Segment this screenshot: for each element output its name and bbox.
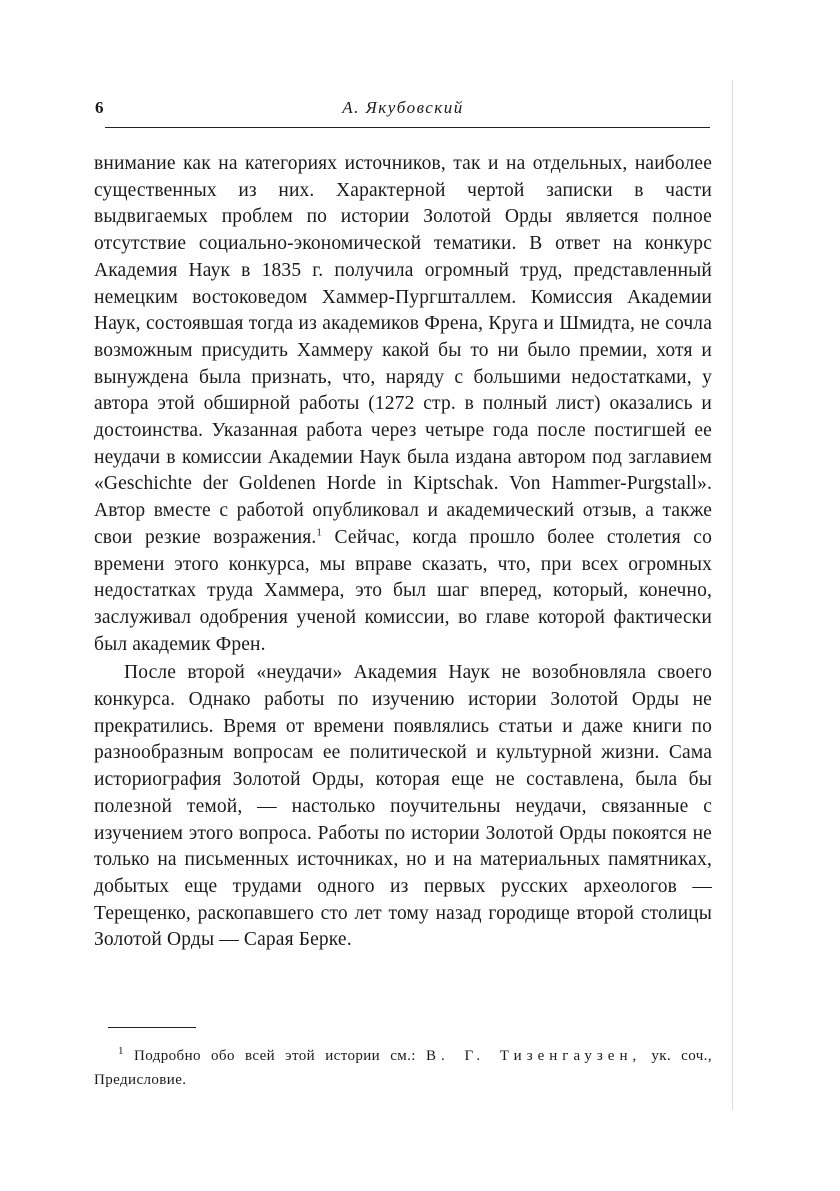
page-edge-line [732, 80, 733, 1110]
footnote-marker: 1 [118, 1045, 124, 1057]
page-header [95, 98, 711, 124]
paragraph-2: После второй «неудачи» Академия Наук не возобновляла своего конкурса. Однако работы по изучению истории Золотой Орды не прекратились. Время от времени появлялись статьи и даже книги по разнообразным вопросам ее политической и культурной жизни. Сама историография Золотой Орды, которая еще не составлена, была бы полезной темой, — настолько поучительны неудачи, связанные с изучением этого вопроса. Работы по истории Золотой Орды покоятся не только на письменных источниках, но и на материальных памятниках, добытых еще трудами одного из первых русских археологов — Терещенко, раскопавшего сто лет тому назад городище второй столицы Золотой Орды — Сарая Берке. [94, 662, 712, 951]
running-head: А. Якубовский [342, 98, 464, 117]
paragraph-1 [94, 151, 712, 658]
footnote [94, 1044, 712, 1092]
paragraph-1-text: внимание как на категориях источников, так и на отдельных, наиболее существенных из них. Характерной чертой записки в части выдвигаемых проблем по истории Золотой Орды является полное отсутствие социально-экономической тематики. В ответ на конкурс Академия Наук в 1835 г. получила огромный труд, представленный немецким востоковедом Хаммер-Пургшталлем. Комиссия Академии Наук, состоявшая тогда из академиков Френа, Круга и Шмидта, не сочла возможным присудить Хаммеру какой бы то ни было премии, хотя и вынуждена была признать, что, наряду с большими недостатками, у автора этой обширной работы (1272 стр. в полный лист) оказались и достоинства. Указанная работа через четыре года после постигшей ее неудачи в комиссии Академии Наук была издана автором под заглавием «Geschichte der Goldenen Horde in Kiptschak. Von Hammer-Purgstall». Автор вместе с работой опубликовал и академический отзыв, а также свои резкие возражения. [94, 153, 712, 548]
page-number: 6 [95, 98, 104, 117]
footnote-reference[interactable]: 1 [316, 526, 323, 539]
footnote-text-before: Подробно обо всей этой истории см.: [134, 1048, 426, 1064]
footnote-text-after: ук. соч., Предисловие. [94, 1048, 712, 1088]
main-text [94, 151, 712, 954]
header-rule [105, 127, 710, 128]
footnote-rule [108, 1027, 196, 1028]
footnote-author: В. Г. Тизенгаузен, [425, 1048, 642, 1064]
paragraph-1-continuation: Сейчас, когда прошло более столетия со времени этого конкурса, мы вправе сказать, что, при всех огромных недостатках труда Хаммера, это был шаг вперед, который, конечно, заслуживал одобрения ученой комиссии, во главе которой фактически был академик Френ. [94, 526, 712, 655]
